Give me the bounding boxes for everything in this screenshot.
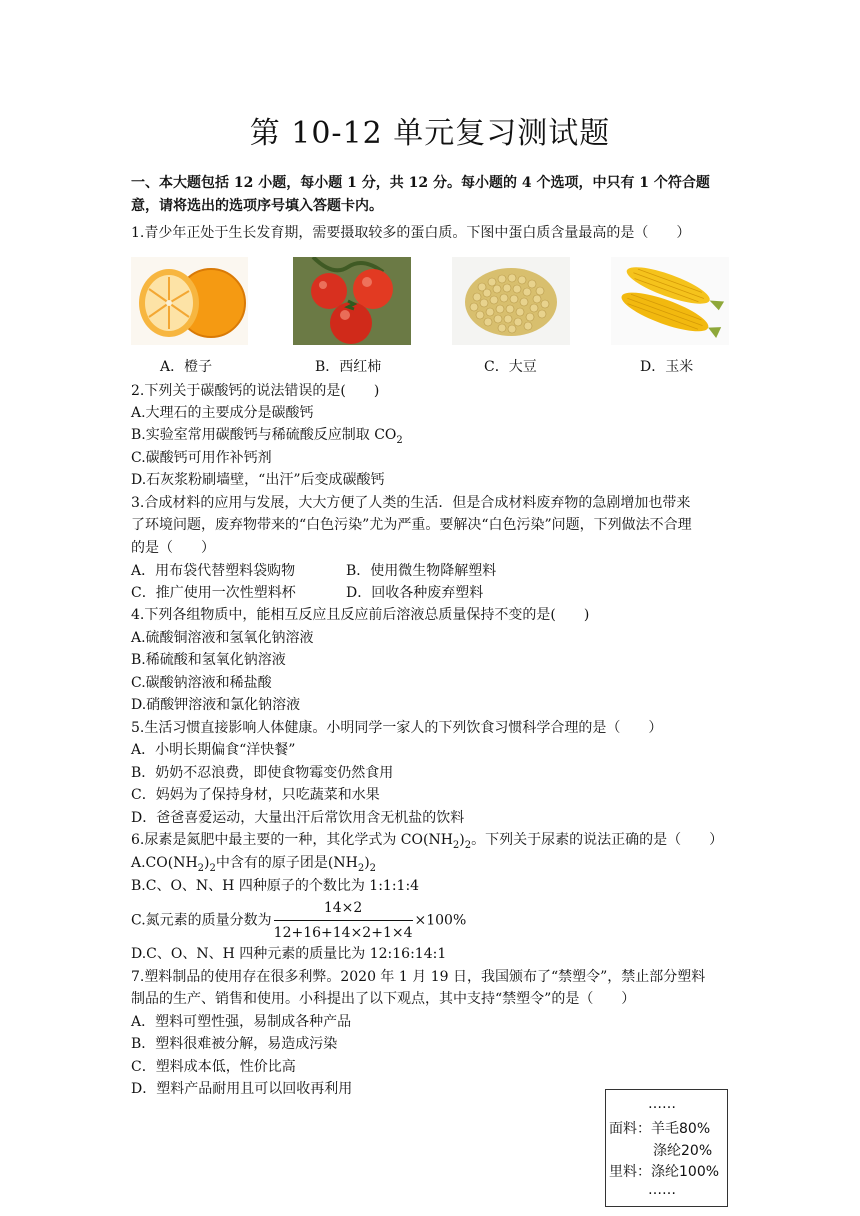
q6-option-c-suffix: ×100%	[414, 912, 467, 929]
q5-option-a: A．小明长期偏食“洋快餐”	[131, 742, 296, 758]
subscript: 2	[396, 434, 403, 446]
q6-option-a-text: )	[364, 855, 370, 871]
q5-stem: 5.生活习惯直接影响人体健康。小明同学一家人的下列饮食习惯科学合理的是（ ）	[131, 720, 663, 736]
label-ellipsis-top: ……	[648, 1096, 676, 1112]
q2-option-a: A.大理石的主要成分是碳酸钙	[131, 405, 314, 421]
tomato-image	[293, 257, 411, 345]
option-d-caption: D．玉米	[640, 359, 694, 375]
q4-option-d: D.硝酸钾溶液和氯化钠溶液	[131, 697, 301, 713]
subscript: 2	[209, 862, 216, 874]
q6-option-b: B.C、O、N、H 四种原子的个数比为 1:1:1:4	[131, 878, 420, 894]
q3-stem-line-1: 3.合成材料的应用与发展，大大方便了人类的生活．但是合成材料废弃物的急剧增加也带来	[131, 495, 691, 511]
fraction-numerator: 14×2	[274, 898, 413, 921]
q3-stem-line-3: 的是（ ）	[131, 540, 215, 556]
section-header-line-2: 意，请将选出的选项序号填入答题卡内。	[131, 198, 383, 214]
subscript: 2	[452, 839, 460, 851]
q7-stem-line-2: 制品的生产、销售和使用。小科提出了以下观点，其中支持“禁塑令”的是（ ）	[131, 991, 636, 1007]
option-c-caption: C．大豆	[484, 359, 537, 375]
subscript: 2	[197, 862, 205, 874]
corn-image	[611, 257, 729, 345]
label-outer-fabric: 面料：羊毛80%	[609, 1121, 711, 1137]
q2-option-c: C.碳酸钙可用作补钙剂	[131, 450, 272, 466]
q2-option-d: D.石灰浆粉刷墙壁，“出汗”后变成碳酸钙	[131, 472, 385, 488]
subscript: 2	[369, 862, 377, 874]
mass-fraction-formula	[274, 898, 413, 943]
q1-stem: 1.青少年正处于生长发育期，需要摄取较多的蛋白质。下图中蛋白质含量最高的是（ ）	[131, 225, 691, 241]
q3-option-a: A．用布袋代替塑料袋购物	[131, 563, 296, 579]
q7-option-a: A．塑料可塑性强，易制成各种产品	[131, 1014, 352, 1030]
label-lining: 里料：涤纶100%	[609, 1164, 720, 1180]
q7-option-d: D．塑料产品耐用且可以回收再利用	[131, 1081, 353, 1097]
q6-option-a-text: A.CO(NH	[131, 855, 198, 871]
q3-option-c: C．推广使用一次性塑料杯	[131, 585, 296, 601]
orange-image	[131, 257, 248, 345]
q7-option-c: C．塑料成本低，性价比高	[131, 1059, 296, 1075]
q7-option-b: B．塑料很难被分解，易造成污染	[131, 1036, 338, 1052]
q4-stem: 4.下列各组物质中，能相互反应且反应前后溶液总质量保持不变的是( )	[131, 607, 590, 623]
q4-option-b: B.稀硫酸和氢氧化钠溶液	[131, 652, 286, 668]
q6-stem-text: 6.尿素是氮肥中最主要的一种，其化学式为 CO(NH	[131, 832, 453, 848]
label-polyester-line: 涤纶20%	[653, 1143, 713, 1159]
q5-option-b: B．奶奶不忍浪费，即使食物霉变仍然食用	[131, 765, 394, 781]
label-ellipsis-bottom: ……	[648, 1182, 676, 1198]
subscript: 2	[464, 839, 472, 851]
q2-option-b-text: B.实验室常用碳酸钙与稀硫酸反应制取 CO	[131, 427, 397, 443]
q4-option-c: C.碳酸钠溶液和稀盐酸	[131, 675, 272, 691]
q3-option-d: D．回收各种废弃塑料	[346, 585, 484, 601]
soybean-image	[452, 257, 570, 345]
q5-option-d: D．爸爸喜爱运动，大量出汗后常饮用含无机盐的饮料	[131, 810, 465, 826]
option-a-caption: A．橙子	[160, 359, 213, 375]
q6-stem-text: )	[459, 832, 465, 848]
q4-option-a: A.硫酸铜溶液和氢氧化钠溶液	[131, 630, 314, 646]
q6-option-a-text: 中含有的原子团是(NH	[215, 855, 358, 871]
q6-option-d: D.C、O、N、H 四种元素的质量比为 12:16:14:1	[131, 946, 447, 962]
section-header-line-1: 一、本大题包括 12 小题，每小题 1 分，共 12 分。每小题的 4 个选项，中只有 1 个符合题	[131, 175, 710, 191]
fraction-denominator: 12+16+14×2+1×4	[273, 925, 413, 941]
subscript: 2	[357, 862, 365, 874]
fabric-label-box	[605, 1089, 728, 1207]
q7-stem-line-1: 7.塑料制品的使用存在很多利弊。2020 年 1 月 19 日，我国颁布了“禁塑令”，禁止部分塑料	[131, 969, 706, 985]
q6-stem-text: 。下列关于尿素的说法正确的是（ ）	[471, 832, 724, 848]
q6-option-c	[131, 898, 466, 943]
q6-option-c-text: C.氮元素的质量分数为	[131, 912, 272, 929]
q6-option-a-text: )	[204, 855, 210, 871]
page-title: 第 10-12 单元复习测试题	[249, 116, 611, 151]
q5-option-c: C．妈妈为了保持身材，只吃蔬菜和水果	[131, 787, 380, 803]
q3-stem-line-2: 了环境问题，废弃物带来的“白色污染”尤为严重。要解决“白色污染”问题，下列做法不合理	[131, 517, 692, 533]
q2-stem: 2.下列关于碳酸钙的说法错误的是( )	[131, 383, 380, 399]
q3-option-b: B．使用微生物降解塑料	[346, 563, 497, 579]
option-b-caption: B．西红柿	[315, 359, 382, 375]
